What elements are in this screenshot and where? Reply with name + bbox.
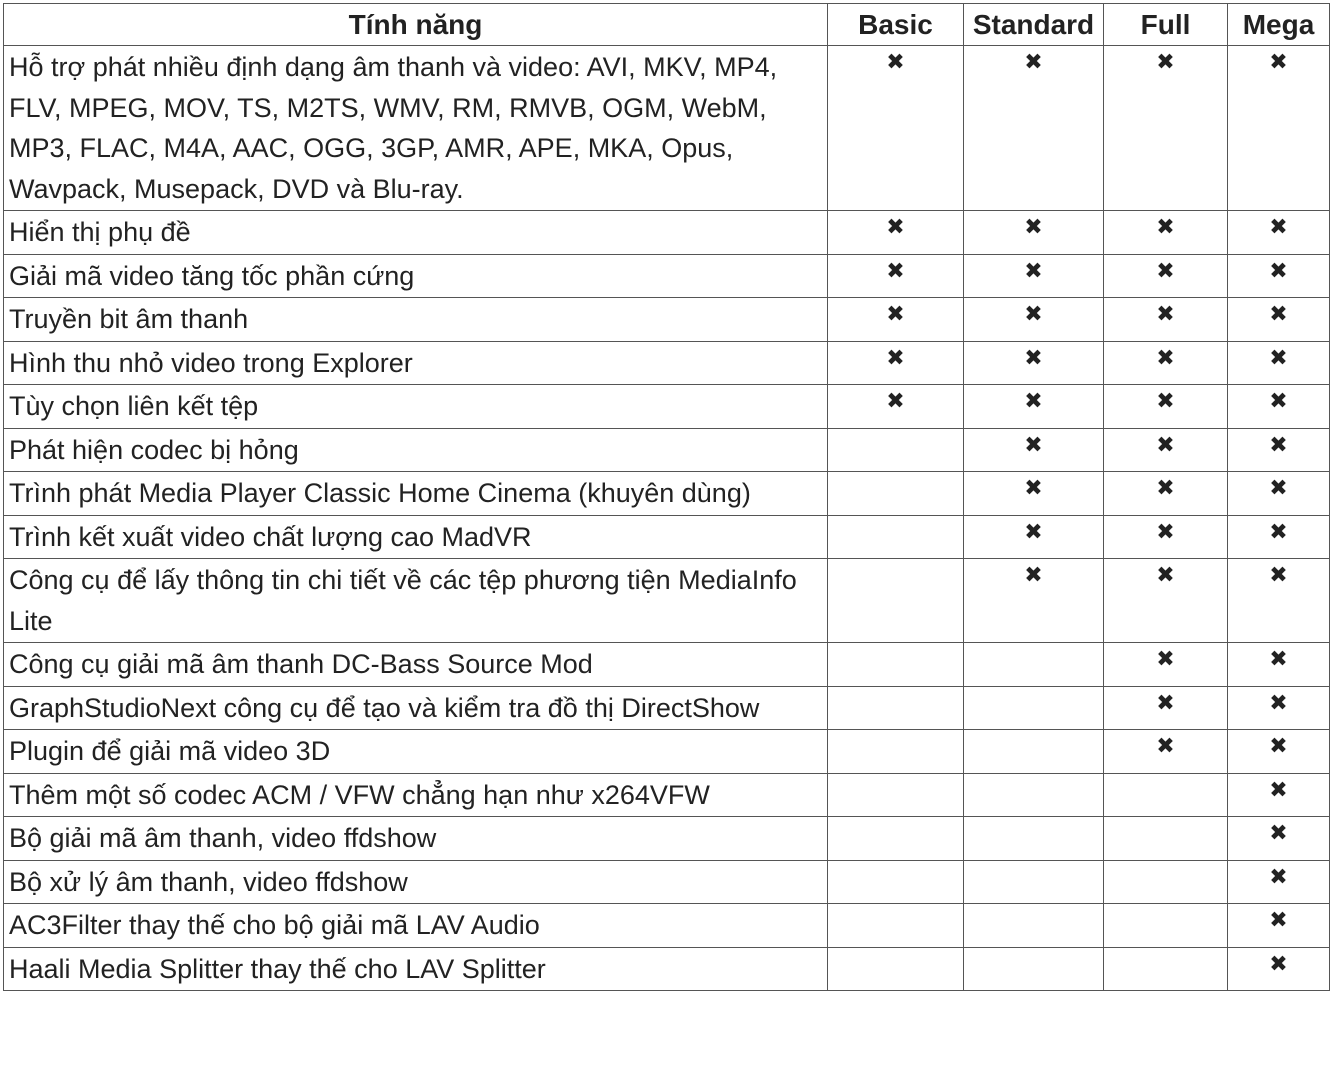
mega-cell bbox=[1228, 904, 1330, 948]
full-cell bbox=[1104, 947, 1228, 991]
full-cell bbox=[1104, 686, 1228, 730]
basic-cell bbox=[828, 46, 964, 211]
mega-cell bbox=[1228, 947, 1330, 991]
cross-mark-icon: ✖ bbox=[1269, 258, 1288, 284]
full-cell bbox=[1104, 341, 1228, 385]
standard-cell bbox=[964, 515, 1104, 559]
feature-cell: Bộ xử lý âm thanh, video ffdshow bbox=[4, 860, 828, 904]
mega-cell bbox=[1228, 860, 1330, 904]
feature-comparison bbox=[3, 3, 1330, 991]
basic-cell bbox=[828, 904, 964, 948]
table-row bbox=[4, 341, 1330, 385]
standard-cell bbox=[964, 341, 1104, 385]
basic-cell bbox=[828, 298, 964, 342]
feature-cell: Công cụ để lấy thông tin chi tiết về các tệp phương tiện MediaInfo Lite bbox=[4, 559, 828, 643]
header-basic: Basic bbox=[828, 4, 964, 46]
full-cell bbox=[1104, 46, 1228, 211]
cross-mark-icon: ✖ bbox=[1024, 563, 1043, 588]
mega-cell bbox=[1228, 341, 1330, 385]
full-cell bbox=[1104, 254, 1228, 298]
header-row bbox=[4, 4, 1330, 46]
cross-mark-icon: ✖ bbox=[1269, 864, 1288, 890]
basic-cell bbox=[828, 643, 964, 687]
standard-cell bbox=[964, 947, 1104, 991]
full-cell bbox=[1104, 643, 1228, 687]
basic-cell bbox=[828, 385, 964, 429]
standard-cell bbox=[964, 773, 1104, 817]
cross-mark-icon: ✖ bbox=[1156, 432, 1175, 458]
table-row bbox=[4, 46, 1330, 211]
cross-mark-icon: ✖ bbox=[1024, 302, 1043, 327]
basic-cell bbox=[828, 428, 964, 472]
standard-cell bbox=[964, 211, 1104, 255]
full-cell bbox=[1104, 472, 1228, 516]
cross-mark-icon: ✖ bbox=[1269, 821, 1288, 846]
cross-mark-icon: ✖ bbox=[1269, 302, 1288, 327]
mega-cell bbox=[1228, 211, 1330, 255]
standard-cell bbox=[964, 46, 1104, 211]
full-cell bbox=[1104, 298, 1228, 342]
mega-cell bbox=[1228, 773, 1330, 817]
cross-mark-icon: ✖ bbox=[1156, 345, 1175, 371]
cross-mark-icon: ✖ bbox=[886, 258, 905, 284]
feature-cell: Công cụ giải mã âm thanh DC-Bass Source Mod bbox=[4, 643, 828, 687]
cross-mark-icon: ✖ bbox=[886, 389, 905, 414]
feature-cell: Thêm một số codec ACM / VFW chẳng hạn như x264VFW bbox=[4, 773, 828, 817]
basic-cell bbox=[828, 730, 964, 774]
basic-cell bbox=[828, 254, 964, 298]
table-row bbox=[4, 773, 1330, 817]
cross-mark-icon: ✖ bbox=[1269, 50, 1288, 75]
cross-mark-icon: ✖ bbox=[1024, 476, 1043, 501]
cross-mark-icon: ✖ bbox=[886, 302, 905, 327]
mega-cell bbox=[1228, 254, 1330, 298]
table-row bbox=[4, 472, 1330, 516]
standard-cell bbox=[964, 428, 1104, 472]
standard-cell bbox=[964, 904, 1104, 948]
full-cell bbox=[1104, 428, 1228, 472]
cross-mark-icon: ✖ bbox=[1156, 690, 1175, 716]
cross-mark-icon: ✖ bbox=[1269, 647, 1288, 672]
table-row bbox=[4, 559, 1330, 643]
standard-cell bbox=[964, 730, 1104, 774]
cross-mark-icon: ✖ bbox=[1024, 432, 1043, 458]
standard-cell bbox=[964, 385, 1104, 429]
full-cell bbox=[1104, 773, 1228, 817]
header-feature: Tính năng bbox=[4, 4, 828, 46]
basic-cell bbox=[828, 515, 964, 559]
mega-cell bbox=[1228, 730, 1330, 774]
basic-cell bbox=[828, 211, 964, 255]
cross-mark-icon: ✖ bbox=[1156, 563, 1175, 588]
basic-cell bbox=[828, 686, 964, 730]
feature-cell: Trình phát Media Player Classic Home Cinema (khuyên dùng) bbox=[4, 472, 828, 516]
feature-cell: AC3Filter thay thế cho bộ giải mã LAV Audio bbox=[4, 904, 828, 948]
standard-cell bbox=[964, 643, 1104, 687]
header-standard: Standard bbox=[964, 4, 1104, 46]
full-cell bbox=[1104, 559, 1228, 643]
full-cell bbox=[1104, 860, 1228, 904]
basic-cell bbox=[828, 341, 964, 385]
basic-cell bbox=[828, 472, 964, 516]
cross-mark-icon: ✖ bbox=[1156, 476, 1175, 501]
cross-mark-icon: ✖ bbox=[1024, 345, 1043, 371]
standard-cell bbox=[964, 559, 1104, 643]
full-cell bbox=[1104, 515, 1228, 559]
mega-cell bbox=[1228, 559, 1330, 643]
mega-cell bbox=[1228, 46, 1330, 211]
cross-mark-icon: ✖ bbox=[1269, 519, 1288, 545]
full-cell bbox=[1104, 904, 1228, 948]
full-cell bbox=[1104, 817, 1228, 861]
basic-cell bbox=[828, 773, 964, 817]
feature-cell: Truyền bit âm thanh bbox=[4, 298, 828, 342]
table-row bbox=[4, 686, 1330, 730]
full-cell bbox=[1104, 730, 1228, 774]
cross-mark-icon: ✖ bbox=[1269, 215, 1288, 240]
cross-mark-icon: ✖ bbox=[1024, 258, 1043, 284]
cross-mark-icon: ✖ bbox=[1269, 908, 1288, 933]
standard-cell bbox=[964, 298, 1104, 342]
cross-mark-icon: ✖ bbox=[1269, 690, 1288, 716]
table-row bbox=[4, 385, 1330, 429]
feature-cell: GraphStudioNext công cụ để tạo và kiểm tra đồ thị DirectShow bbox=[4, 686, 828, 730]
table-body bbox=[4, 46, 1330, 991]
cross-mark-icon: ✖ bbox=[1024, 50, 1043, 75]
table-row bbox=[4, 730, 1330, 774]
cross-mark-icon: ✖ bbox=[886, 50, 905, 75]
cross-mark-icon: ✖ bbox=[1156, 50, 1175, 75]
basic-cell bbox=[828, 860, 964, 904]
standard-cell bbox=[964, 860, 1104, 904]
standard-cell bbox=[964, 472, 1104, 516]
cross-mark-icon: ✖ bbox=[1156, 258, 1175, 284]
mega-cell bbox=[1228, 385, 1330, 429]
cross-mark-icon: ✖ bbox=[1269, 476, 1288, 501]
cross-mark-icon: ✖ bbox=[1269, 432, 1288, 458]
mega-cell bbox=[1228, 428, 1330, 472]
table-row bbox=[4, 428, 1330, 472]
cross-mark-icon: ✖ bbox=[1024, 519, 1043, 545]
mega-cell bbox=[1228, 643, 1330, 687]
feature-cell: Trình kết xuất video chất lượng cao MadVR bbox=[4, 515, 828, 559]
mega-cell bbox=[1228, 515, 1330, 559]
table-row bbox=[4, 254, 1330, 298]
cross-mark-icon: ✖ bbox=[1156, 302, 1175, 327]
table-row bbox=[4, 947, 1330, 991]
cross-mark-icon: ✖ bbox=[1269, 777, 1288, 803]
cross-mark-icon: ✖ bbox=[886, 345, 905, 371]
cross-mark-icon: ✖ bbox=[1156, 734, 1175, 759]
cross-mark-icon: ✖ bbox=[1269, 563, 1288, 588]
standard-cell bbox=[964, 686, 1104, 730]
standard-cell bbox=[964, 817, 1104, 861]
header-full: Full bbox=[1104, 4, 1228, 46]
cross-mark-icon: ✖ bbox=[1024, 389, 1043, 414]
table-row bbox=[4, 515, 1330, 559]
full-cell bbox=[1104, 211, 1228, 255]
table-row bbox=[4, 904, 1330, 948]
cross-mark-icon: ✖ bbox=[1156, 519, 1175, 545]
feature-cell: Haali Media Splitter thay thế cho LAV Splitter bbox=[4, 947, 828, 991]
feature-cell: Plugin để giải mã video 3D bbox=[4, 730, 828, 774]
cross-mark-icon: ✖ bbox=[1156, 389, 1175, 414]
basic-cell bbox=[828, 559, 964, 643]
header-mega: Mega bbox=[1228, 4, 1330, 46]
feature-cell: Tùy chọn liên kết tệp bbox=[4, 385, 828, 429]
feature-cell: Hỗ trợ phát nhiều định dạng âm thanh và video: AVI, MKV, MP4, FLV, MPEG, MOV, TS, M2TS, WMV, RM, RMVB, OGM, WebM, MP3, FLAC, M4A, AAC, OGG, 3GP, AMR, APE, MKA, Opus, Wavpack, Musepack, DVD và Blu-ray. bbox=[4, 46, 828, 211]
feature-cell: Bộ giải mã âm thanh, video ffdshow bbox=[4, 817, 828, 861]
basic-cell bbox=[828, 947, 964, 991]
feature-cell: Giải mã video tăng tốc phần cứng bbox=[4, 254, 828, 298]
feature-cell: Hiển thị phụ đề bbox=[4, 211, 828, 255]
basic-cell bbox=[828, 817, 964, 861]
mega-cell bbox=[1228, 472, 1330, 516]
cross-mark-icon: ✖ bbox=[1269, 389, 1288, 414]
cross-mark-icon: ✖ bbox=[1269, 345, 1288, 371]
mega-cell bbox=[1228, 298, 1330, 342]
cross-mark-icon: ✖ bbox=[1156, 647, 1175, 672]
cross-mark-icon: ✖ bbox=[1269, 951, 1288, 977]
table-row bbox=[4, 211, 1330, 255]
feature-cell: Phát hiện codec bị hỏng bbox=[4, 428, 828, 472]
mega-cell bbox=[1228, 817, 1330, 861]
table-row bbox=[4, 860, 1330, 904]
table-row bbox=[4, 817, 1330, 861]
feature-cell: Hình thu nhỏ video trong Explorer bbox=[4, 341, 828, 385]
full-cell bbox=[1104, 385, 1228, 429]
table-row bbox=[4, 298, 1330, 342]
standard-cell bbox=[964, 254, 1104, 298]
table-row bbox=[4, 643, 1330, 687]
cross-mark-icon: ✖ bbox=[1024, 215, 1043, 240]
cross-mark-icon: ✖ bbox=[1156, 215, 1175, 240]
cross-mark-icon: ✖ bbox=[1269, 734, 1288, 759]
cross-mark-icon: ✖ bbox=[886, 215, 905, 240]
mega-cell bbox=[1228, 686, 1330, 730]
feature-comparison-table bbox=[3, 3, 1330, 991]
